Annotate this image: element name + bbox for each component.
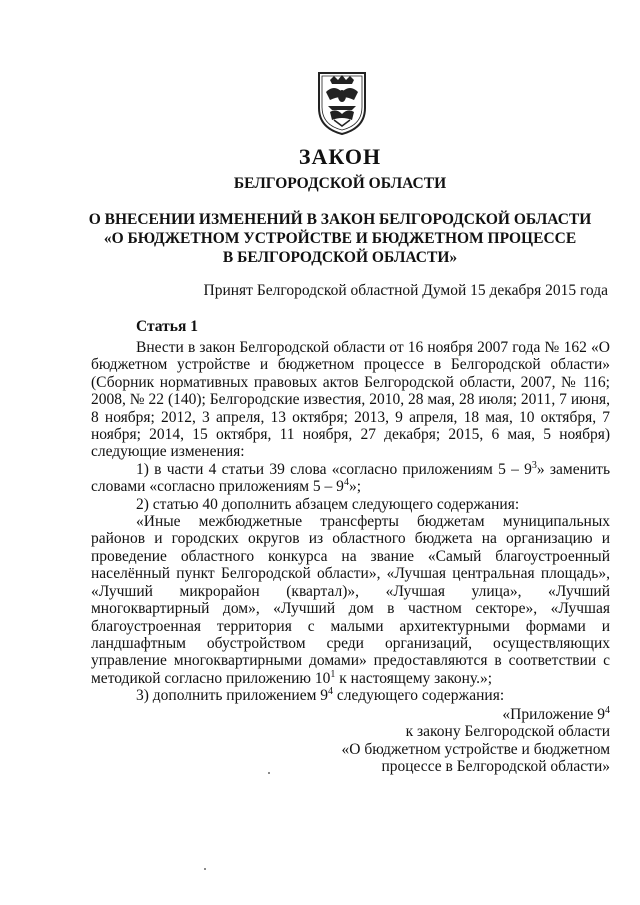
amendment-item-1: 1) в части 4 статьи 39 слова «согласно приложениям $5 - 9^3$» заменить словами «согласно приложениям $5 - 9^4$»; (91, 459, 611, 496)
document-region: БЕЛГОРОДСКОЙ ОБЛАСТИ (233, 175, 447, 192)
article-body (91, 339, 610, 705)
scan-speck (204, 868, 206, 870)
article-paragraph-1: Внести в закон Белгородской области от 16 ноября 2007 года № 162 «О бюджетном устройстве и бюджетном процессе в Белгородской области» (Сборник нормативных правовых актов Белгородской области, 2007, № 116; 2008, № 22 (140); Белгородские известия, 2010, 28 мая, 28 июля; 2011, 7 июня, 8 ноября; 2012, 3 апреля, 13 октября; 2013, 9 апреля, 18 мая, 10 октября, 7 ноября; 2014, 15 октября, 11 ноября, 27 декабря; 2015, 6 мая, 5 ноября) следующие изменения: (91, 339, 610, 461)
document-title (20, 210, 640, 267)
amendment-item-2: 2) статью 40 дополнить абзацем следующего содержания: (136, 495, 520, 513)
adoption-note: Принят Белгородской областной Думой 15 декабря 2015 года (203, 282, 608, 299)
appendix-header (342, 706, 610, 776)
belgorod-coat-of-arms-icon (316, 70, 368, 136)
appendix-line-2: к закону Белгородской области (405, 723, 610, 741)
title-line-1: О ВНЕСЕНИИ ИЗМЕНЕНИЙ В ЗАКОН БЕЛГОРОДСКОЙ ОБЛАСТИ (88, 211, 592, 228)
appendix-line-1: «Приложение $9^4$ (502, 704, 610, 723)
appendix-line-4: процессе в Белгородской области» (381, 758, 610, 776)
article-heading: Статья 1 (136, 318, 198, 335)
quoted-paragraph: «Иные межбюджетные трансферты бюджетам муниципальных районов и городских округов из областного бюджета на организацию и проведение областного конкурса на звание «Самый благоустроенный населённый пункт Белгородской области», «Лучшая центральная площадь», «Лучший микрорайон (квартал)», «Лучшая улица», «Лучший многоквартирный дом», «Лучший дом в частном секторе», «Лучшая благоустроенная территория с малыми архитектурными формами и ландшафтным обустройством среди организаций, осуществляющих управление многоквартирными домами» предоставляются в соответствии с методикой согласно приложению $10^1$ к настоящему закону.»; (91, 513, 610, 687)
appendix-line-3: «О бюджетном устройстве и бюджетном (341, 740, 610, 758)
scan-speck (268, 772, 270, 774)
title-line-3: В БЕЛГОРОДСКОЙ ОБЛАСТИ» (222, 249, 458, 266)
document-type: ЗАКОН (298, 144, 382, 169)
title-line-2: «О БЮДЖЕТНОМ УСТРОЙСТВЕ И БЮДЖЕТНОМ ПРОЦЕССЕ (103, 230, 577, 247)
amendment-item-3: 3) дополнить приложением $9^4$ следующего содержания: (136, 685, 505, 705)
